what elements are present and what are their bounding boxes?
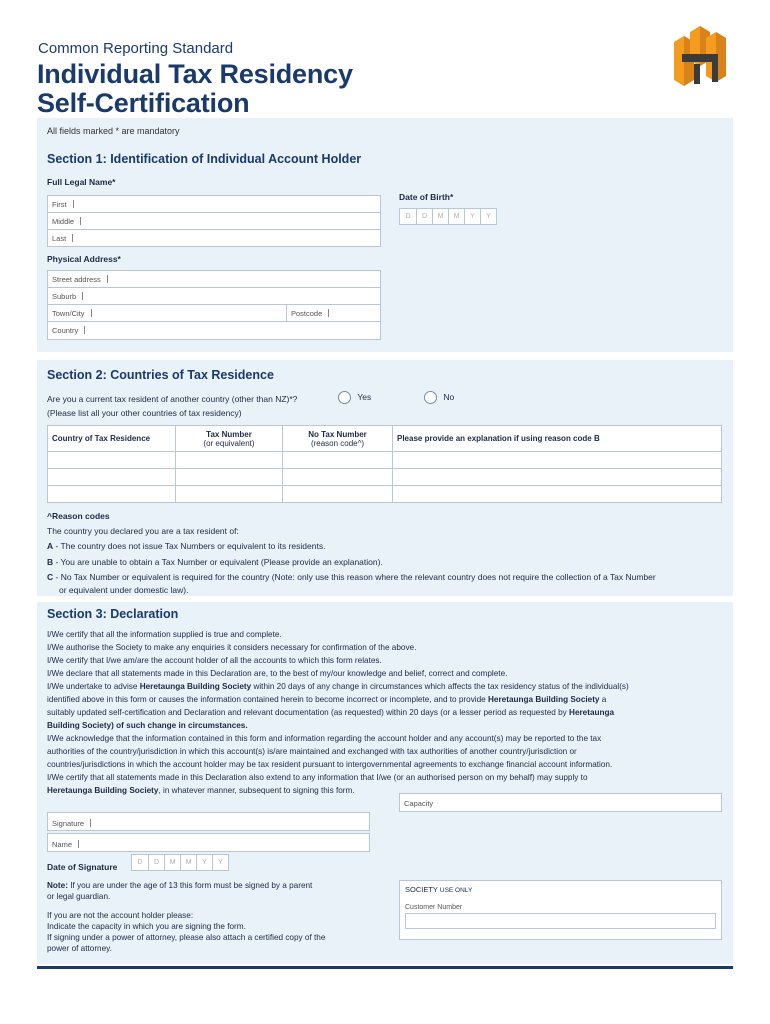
reason-a-text: - The country does not issue Tax Numbers or equivalent to its residents. [53, 541, 326, 551]
society-use-box [399, 880, 722, 940]
table-cell[interactable] [283, 452, 393, 469]
dob-cell: D [416, 209, 432, 224]
declaration-p5-line4 [47, 719, 727, 732]
table-cell[interactable] [176, 469, 283, 486]
table-header-row [48, 426, 722, 452]
customer-number-label: Customer Number [405, 904, 463, 911]
tax-residence-table [47, 425, 722, 503]
date-cell: D [148, 855, 164, 870]
capacity-field[interactable] [399, 793, 722, 812]
table-cell[interactable] [283, 486, 393, 503]
date-cell: M [180, 855, 196, 870]
signature-field[interactable] [47, 812, 370, 831]
col-country: Country of Tax Residence [48, 426, 176, 452]
last-name-field[interactable] [48, 230, 380, 247]
date-signature-label: Date of Signature [47, 862, 118, 872]
first-label: First [52, 200, 67, 209]
declaration-p5-text: I/We undertake to advise [47, 682, 140, 691]
not-holder-text-3: If signing under a power of attorney, please also attach a certified copy of the [47, 933, 326, 942]
declaration-p2: I/We authorise the Society to make any enquiries it considers necessary for confirmation of the above. [47, 643, 417, 652]
col-tax-number-line2: (or equivalent) [203, 438, 255, 448]
yes-label: Yes [357, 392, 372, 402]
capacity-label: Capacity [404, 799, 434, 808]
no-radio[interactable] [424, 391, 437, 404]
dob-cell: Y [480, 209, 496, 224]
reason-codes [47, 510, 727, 596]
address-box [47, 270, 381, 340]
street-label: Street address [52, 275, 101, 284]
col-no-tax [283, 426, 393, 452]
declaration-p5-text: identified above in this form or causes the information contained herein to become incorrect or incomplete, and to provide [47, 695, 489, 704]
declaration-p5-text: Building Society) of such change in circumstances. [47, 721, 248, 730]
not-holder-text-2: Indicate the capacity in which you are signing the form. [47, 922, 246, 931]
reason-b-text: - You are unable to obtain a Tax Number or equivalent (Please provide an explanation). [53, 556, 383, 567]
not-holder-text-4: power of attorney. [47, 944, 112, 953]
declaration-p4: I/We declare that all statements made in this Declaration are, to the best of my/our knowledge and belief, correct and complete. [47, 669, 508, 678]
suburb-label: Suburb [52, 292, 77, 301]
country-label: Country [52, 326, 79, 335]
country-field[interactable] [48, 322, 380, 339]
suburb-field[interactable] [48, 288, 380, 305]
dob-cell: Y [464, 209, 480, 224]
declaration-p5-text: within 20 days of any change in circumstances which affects the tax residency status of the individual(s) [251, 682, 629, 691]
table-cell[interactable] [283, 469, 393, 486]
declaration-p5-line3 [47, 706, 727, 719]
table-cell[interactable] [176, 452, 283, 469]
street-field[interactable] [48, 271, 380, 288]
reason-b [47, 556, 727, 569]
last-label: Last [52, 234, 67, 243]
table-row [48, 452, 722, 469]
note-under-13 [47, 880, 387, 891]
date-cell: Y [212, 855, 228, 870]
reason-a-key: A [47, 541, 54, 551]
society-use-title [405, 885, 716, 894]
reason-c-text-2: or equivalent under domestic law). [59, 584, 189, 595]
table-cell[interactable] [48, 469, 176, 486]
footer-rule [37, 966, 733, 969]
declaration-p5-text: suitably updated self-certification and Declaration and relevant documentation (as requested) within 20 days (or a lesser period as requested by [47, 708, 570, 717]
col-no-tax-line2: (reason code^) [310, 438, 365, 448]
table-cell[interactable] [393, 486, 722, 503]
declaration-p5 [47, 680, 727, 693]
reason-codes-title: ^Reason codes [47, 511, 110, 521]
society-use-only: USE ONLY [439, 887, 473, 894]
declaration-p3: I/We certify that I/we am/are the account holder of all the accounts to which this form relates. [47, 656, 382, 665]
title-line-1: Individual Tax Residency [37, 59, 353, 89]
title-line-2: Self-Certification [37, 88, 250, 118]
page-title [37, 60, 353, 118]
no-label: No [443, 392, 455, 402]
residency-instruction: (Please list all your other countries of tax residency) [47, 408, 242, 418]
date-signature-field[interactable] [131, 854, 229, 871]
table-cell[interactable] [393, 469, 722, 486]
residency-question: Are you a current tax resident of another country (other than NZ)*? [47, 394, 298, 404]
table-cell[interactable] [48, 486, 176, 503]
dob-cell: M [432, 209, 448, 224]
table-cell[interactable] [176, 486, 283, 503]
full-name-box [47, 195, 381, 247]
reason-intro: The country you declared you are a tax resident of: [47, 525, 239, 536]
note-text-2: or legal guardian. [47, 892, 111, 901]
reason-c [47, 571, 727, 584]
society-name: Heretaunga [569, 708, 615, 717]
declaration-p6-line3: countries/jurisdictions in which the account holder may be tax resident pursuant to intergovernmental agreements to exchange financial account information. [47, 760, 613, 769]
declaration-p7: I/We certify that all statements made in this Declaration also extend to any information that I/we (or an authorised person on my behalf) may supply to [47, 773, 588, 782]
declaration-p1: I/We certify that all the information supplied is true and complete. [47, 630, 282, 639]
dob-field[interactable] [399, 208, 497, 225]
section-2-heading: Section 2: Countries of Tax Residence [47, 368, 274, 382]
table-row [48, 469, 722, 486]
reason-b-key: B [47, 556, 54, 567]
address-label: Physical Address* [47, 254, 121, 264]
table-cell[interactable] [48, 452, 176, 469]
town-label: Town/City [52, 309, 85, 318]
middle-name-field[interactable] [48, 213, 380, 230]
yes-option[interactable] [338, 391, 371, 404]
section-3-heading: Section 3: Declaration [47, 607, 179, 621]
signature-label: Signature [52, 819, 85, 828]
society-name: Heretaunga Building Society [139, 682, 252, 691]
signing-notes [47, 880, 387, 954]
col-explanation: Please provide an explanation if using reason code B [393, 426, 722, 452]
society-use-word: SOCIETY [405, 885, 438, 894]
full-name-label: Full Legal Name* [47, 177, 116, 187]
date-cell: Y [196, 855, 212, 870]
date-cell: D [137, 859, 143, 866]
col-tax-number [176, 426, 283, 452]
declaration-p6-line2: authorities of the country/jurisdiction in which this account(s) is/are maintained and exchanged with tax authorities of another country/jurisdiction or [47, 747, 577, 756]
name-label: Name [52, 840, 73, 849]
reason-c-key: C [47, 572, 54, 582]
col-no-tax-line1: No Tax Number [308, 429, 367, 439]
declaration-p5-text: a [599, 695, 607, 704]
town-postcode-row [48, 305, 380, 322]
form-kicker: Common Reporting Standard [38, 40, 234, 57]
declaration-p5-line2 [47, 693, 727, 706]
not-holder-text: If you are not the account holder please: [47, 911, 194, 920]
society-name: Heretaunga Building Society [47, 786, 159, 795]
table-row [48, 486, 722, 503]
yes-radio[interactable] [338, 391, 351, 404]
note-key: Note: [47, 881, 68, 890]
society-logo [668, 20, 738, 90]
table-cell[interactable] [393, 452, 722, 469]
section-1-heading: Section 1: Identification of Individual Account Holder [47, 152, 362, 166]
dob-label: Date of Birth* [399, 192, 454, 202]
reason-c-text: - No Tax Number or equivalent is required for the country (Note: only use this reason where the relevant country does not require the collection of a Tax Number [53, 572, 656, 582]
col-tax-number-line1: Tax Number [206, 429, 252, 439]
customer-number-field[interactable] [405, 913, 716, 929]
postcode-label: Postcode [291, 309, 323, 318]
first-name-field[interactable] [48, 196, 380, 213]
reason-a [47, 540, 727, 553]
dob-cell: D [405, 213, 411, 220]
town-field[interactable] [48, 305, 287, 321]
mandatory-note: All fields marked * are mandatory [47, 126, 180, 136]
middle-label: Middle [52, 217, 75, 226]
declaration-text [47, 628, 727, 797]
note-text: If you are under the age of 13 this form must be signed by a parent [67, 881, 313, 890]
dob-cell: M [448, 209, 464, 224]
no-option[interactable] [424, 391, 454, 404]
declaration-p7-text: , in whatever manner, subsequent to signing this form. [158, 786, 355, 795]
name-field[interactable] [47, 833, 370, 852]
date-cell: M [164, 855, 180, 870]
postcode-field[interactable] [287, 305, 329, 321]
declaration-p6: I/We acknowledge that the information contained in this form and information regarding the account holder and any account(s) may be reported to the tax [47, 734, 602, 743]
society-name: Heretaunga Building Society [488, 695, 600, 704]
